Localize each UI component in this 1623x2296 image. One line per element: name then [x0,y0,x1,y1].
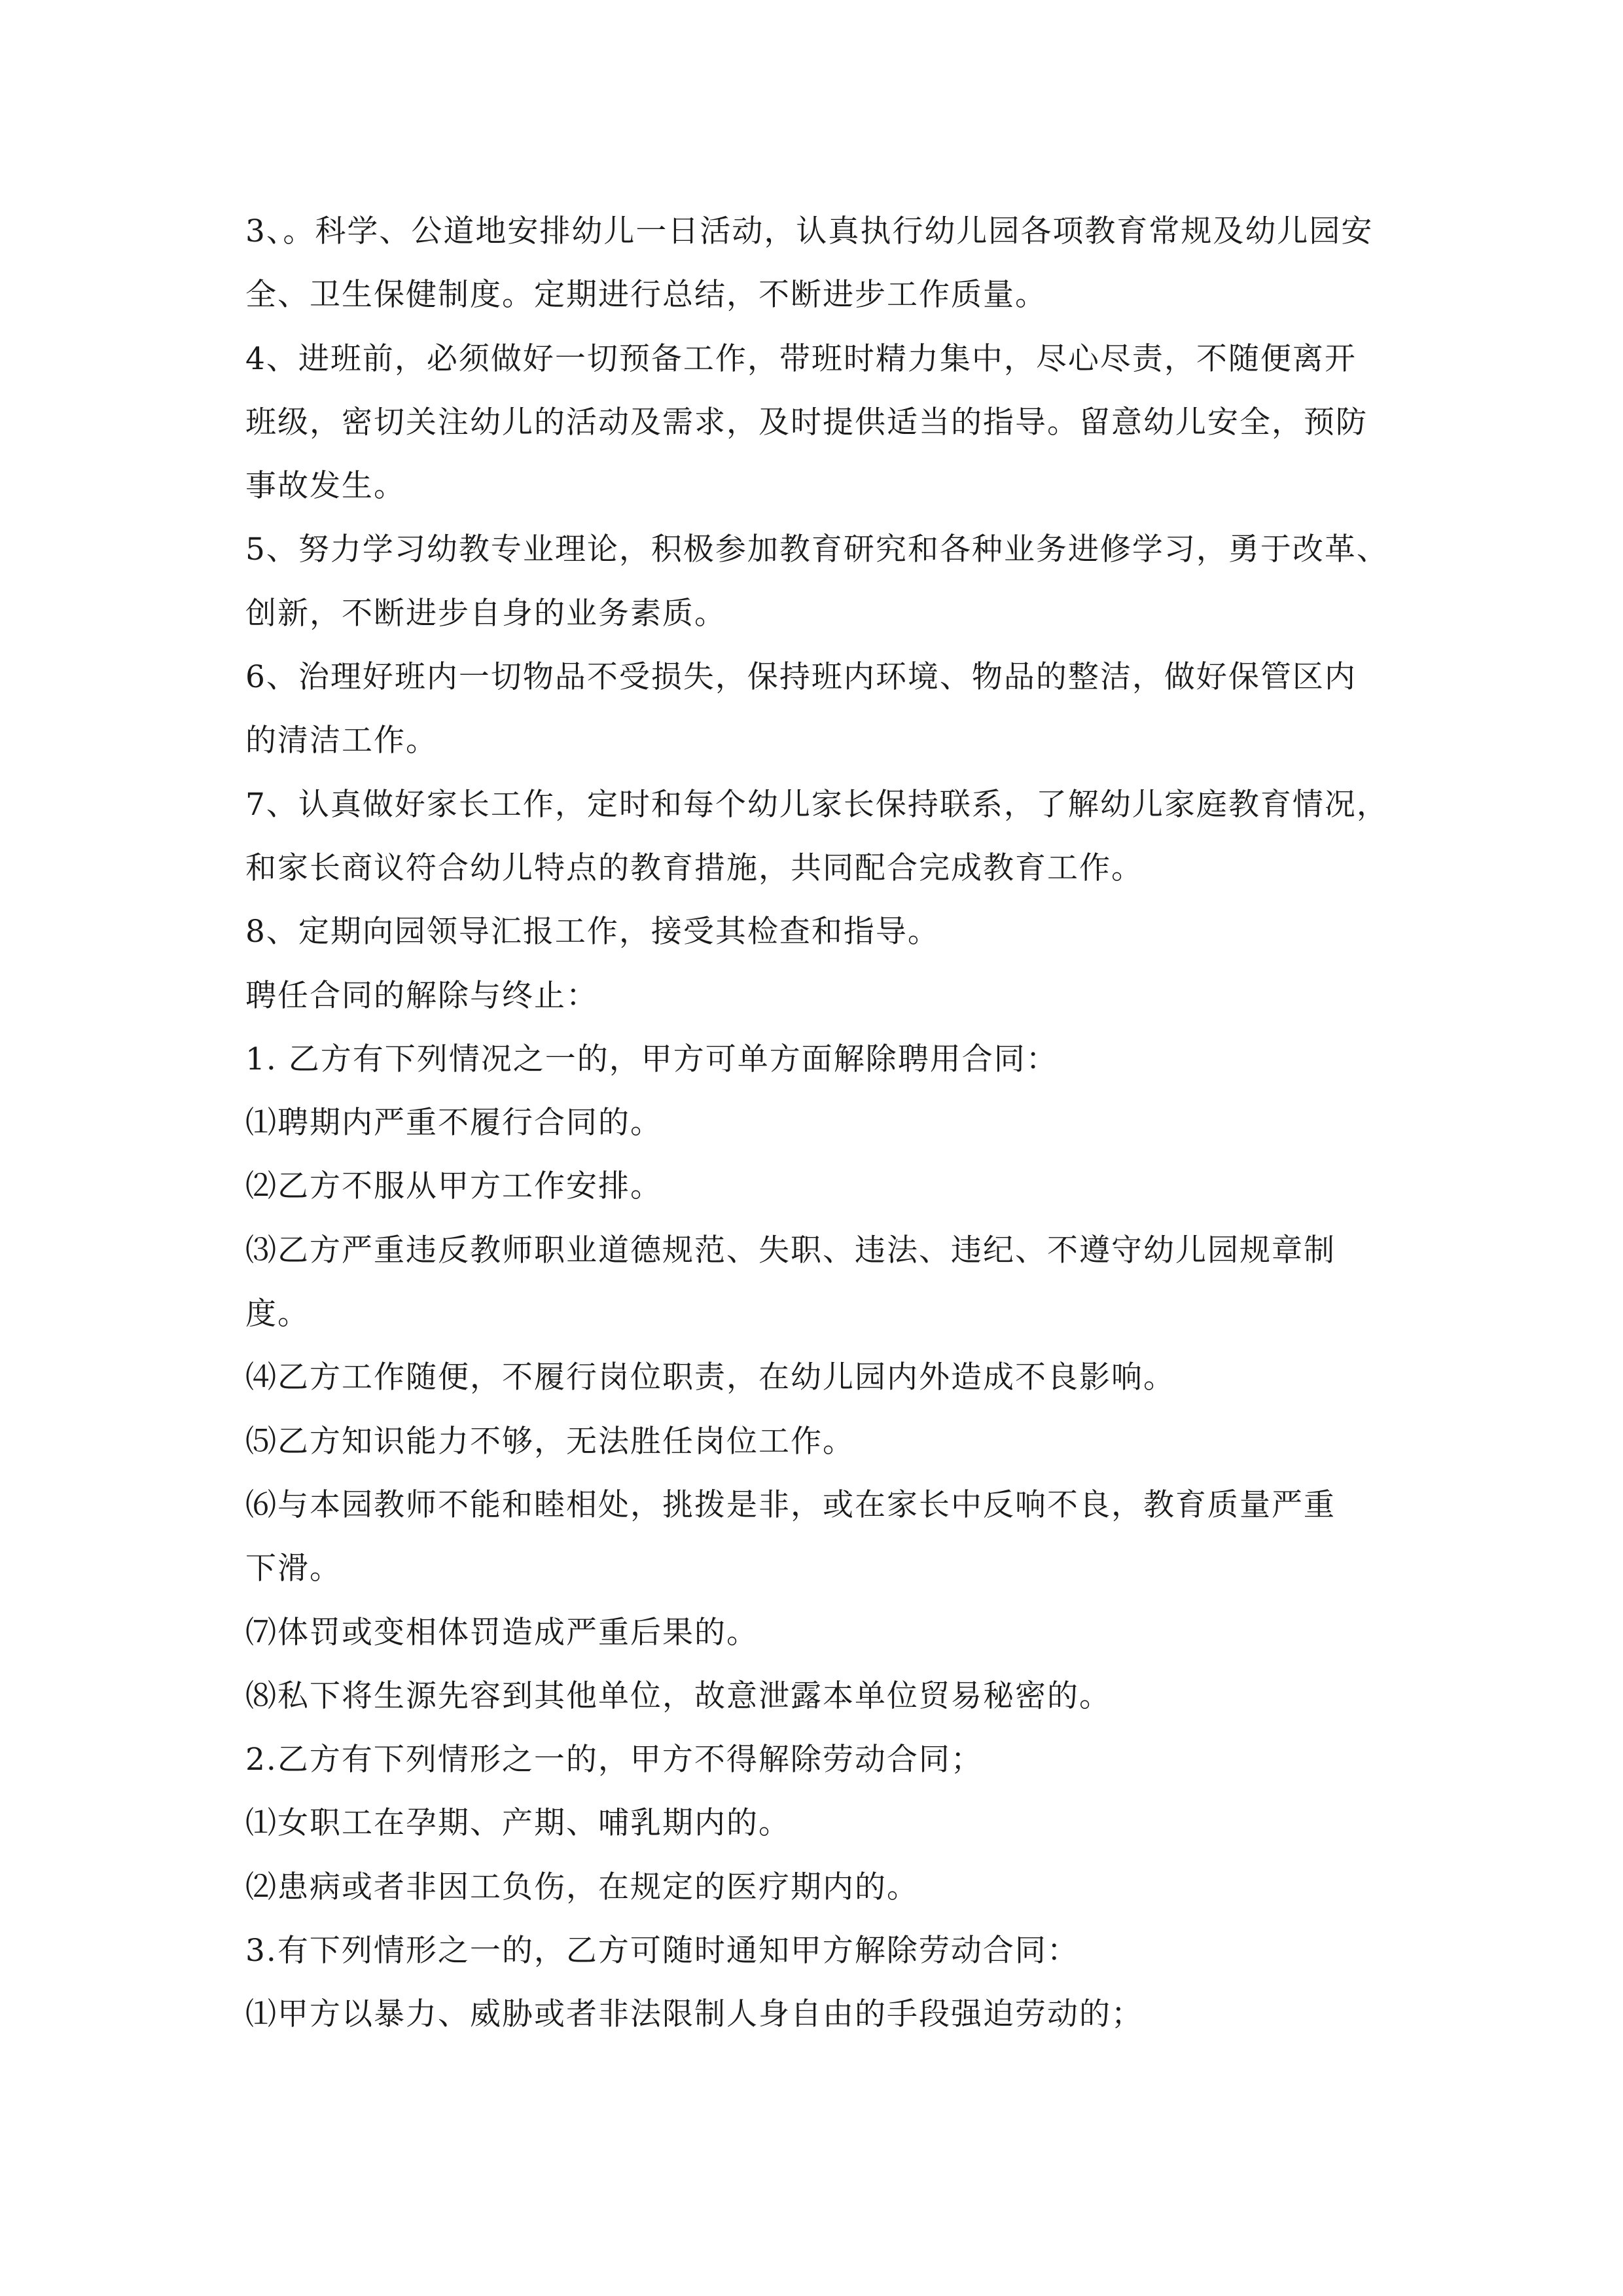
text-line: 2.乙方有下列情形之一的，甲方不得解除劳动合同； [245,1742,983,1778]
text-line: 5、努力学习幼教专业理论，积极参加教育研究和各种业务进修学习，勇于改革、 [245,531,1389,568]
text-line: 下滑。 [245,1551,342,1587]
text-line: 班级，密切关注幼儿的活动及需求，及时提供适当的指导。留意幼儿安全，预防 [245,404,1368,440]
text-line: 3、。科学、公道地安排幼儿一日活动，认真执行幼儿园各项教育常规及幼儿园安 [245,213,1374,249]
text-line: ⑹与本园教师不能和睦相处，挑拨是非，或在家长中反响不良，教育质量严重 [245,1486,1336,1523]
text-line: 6、治理好班内一切物品不受损失，保持班内环境、物品的整洁，做好保管区内 [245,659,1357,696]
section-heading: 聘任合同的解除与终止： [245,977,598,1014]
text-line: ⑸乙方知识能力不够，无法胜任岗位工作。 [245,1423,855,1460]
text-line: ⑷乙方工作随便，不履行岗位职责，在幼儿园内外造成不良影响。 [245,1359,1175,1396]
text-line: 8、定期向园领导汇报工作，接受其检查和指导。 [245,914,940,950]
text-line: ⑴女职工在孕期、产期、哺乳期内的。 [245,1805,791,1842]
text-line: 和家长商议符合幼儿特点的教育措施，共同配合完成教育工作。 [245,850,1143,886]
text-line: 7、认真做好家长工作，定时和每个幼儿家长保持联系，了解幼儿家庭教育情况， [245,786,1389,823]
text-line: ⑴甲方以暴力、威胁或者非法限制人身自由的手段强迫劳动的； [245,1996,1143,2033]
text-line: ⑴聘期内严重不履行合同的。 [245,1105,662,1141]
text-line: ⑺体罚或变相体罚造成严重后果的。 [245,1614,758,1651]
text-line: 1. 乙方有下列情况之一的，甲方可单方面解除聘用合同： [245,1041,1058,1077]
text-line: 创新，不断进步自身的业务素质。 [245,595,726,632]
text-line: 的清洁工作。 [245,723,438,759]
text-line: 度。 [245,1296,310,1333]
text-line: ⑵患病或者非因工负伤，在规定的医疗期内的。 [245,1869,919,1905]
text-line: ⑵乙方不服从甲方工作安排。 [245,1168,662,1205]
text-line: 全、卫生保健制度。定期进行总结，不断进步工作质量。 [245,277,1047,314]
text-line: ⑻私下将生源先容到其他单位，故意泄露本单位贸易秘密的。 [245,1677,1111,1714]
text-line: 事故发生。 [245,468,406,505]
text-line: 3.有下列情形之一的，乙方可随时通知甲方解除劳动合同： [245,1933,1079,1969]
document-body [245,200,1397,2047]
text-line: ⑶乙方严重违反教师职业道德规范、失职、违法、违纪、不遵守幼儿园规章制 [245,1232,1336,1268]
text-line: 4、进班前，必须做好一切预备工作，带班时精力集中，尽心尽责，不随便离开 [245,340,1357,377]
